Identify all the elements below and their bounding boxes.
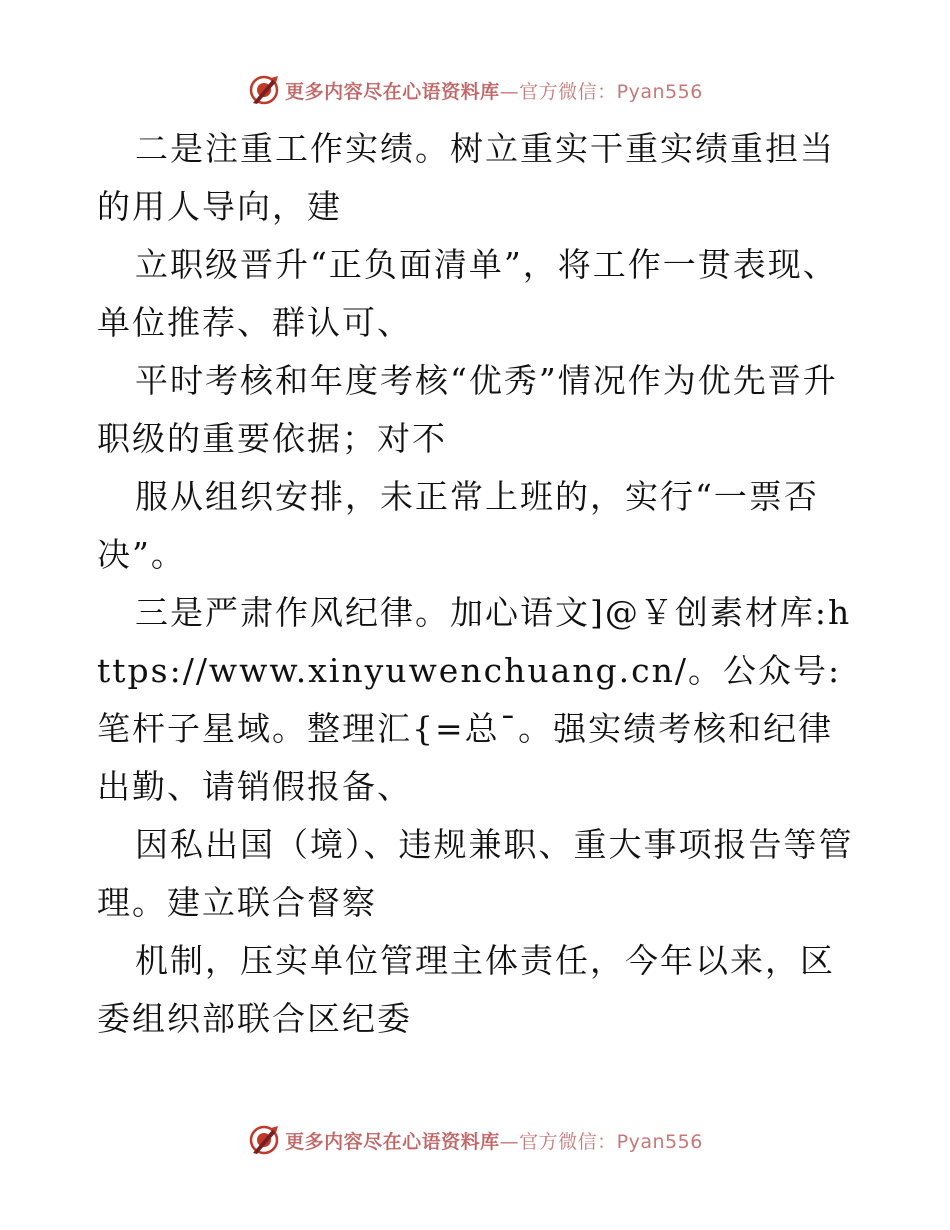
paragraph: 服从组织安排，未正常上班的，实行“一票否决”。 <box>97 477 819 574</box>
site-name: 更多内容尽在心语资料库 <box>285 80 500 103</box>
paragraph: 三是严肃作风纪律。加心语文]@￥创素材库:https://www.xinyuwenchuang.cn/。公众号: 笔杆子星域。整理汇{=总¯。强实绩考核和纪律出勤、请销假报备、 <box>97 593 852 806</box>
header-banner <box>0 70 950 110</box>
banner-separator: — <box>499 80 520 103</box>
quill-seal-icon <box>247 73 281 107</box>
footer-banner <box>0 1120 950 1160</box>
paragraph: 二是注重工作实绩。树立重实干重实绩重担当的用人导向，建 <box>97 129 835 226</box>
wechat-id: 官方微信：Pyan556 <box>519 80 703 103</box>
paragraph: 机制，压实单位管理主体责任，今年以来，区委组织部联合区纪委 <box>97 941 835 1038</box>
wechat-id: 官方微信：Pyan556 <box>519 1130 703 1153</box>
paragraph: 因私出国（境）、违规兼职、重大事项报告等管理。建立联合督察 <box>97 825 854 922</box>
paragraph: 立职级晋升“正负面清单”，将工作一贯表现、单位推荐、群认可、 <box>97 245 838 342</box>
banner-text <box>285 1127 703 1154</box>
banner-separator: — <box>499 1130 520 1153</box>
banner-text <box>285 77 703 104</box>
site-name: 更多内容尽在心语资料库 <box>285 1130 500 1153</box>
document-body <box>97 120 857 1048</box>
paragraph: 平时考核和年度考核“优秀”情况作为优先晋升职级的重要依据；对不 <box>97 361 838 458</box>
quill-seal-icon <box>247 1123 281 1157</box>
